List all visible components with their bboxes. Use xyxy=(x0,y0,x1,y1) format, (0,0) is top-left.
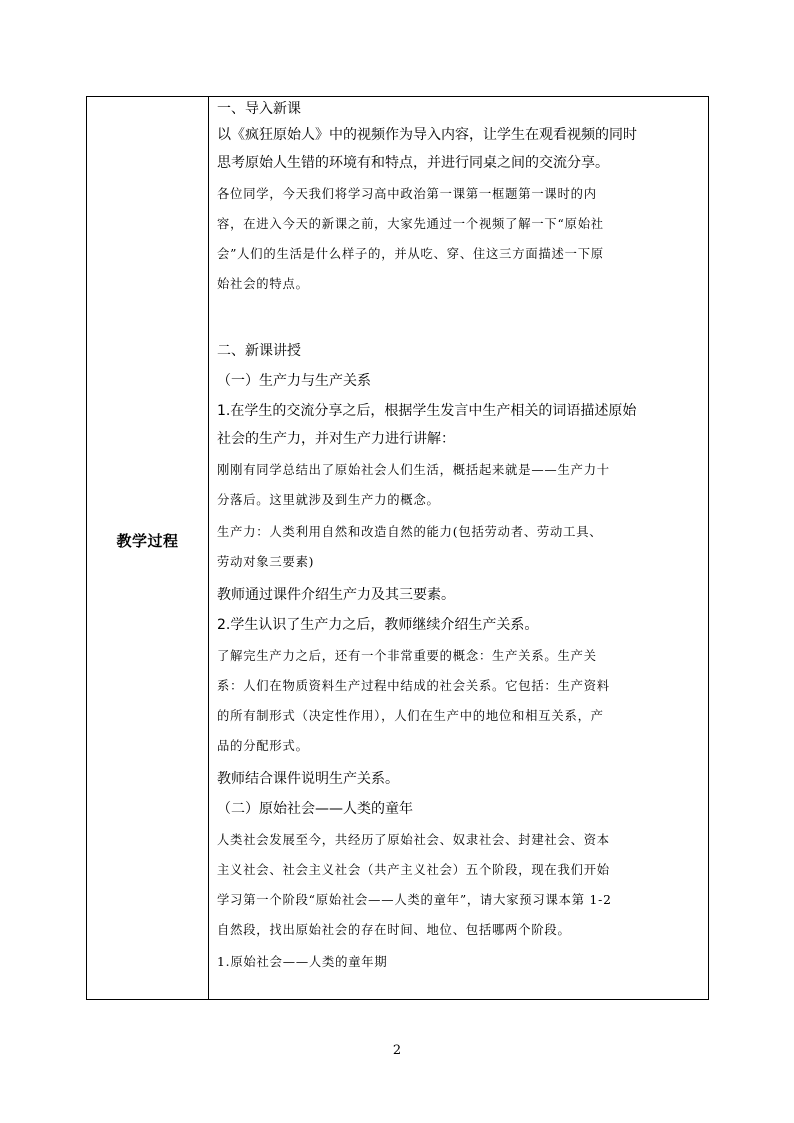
content-line: 劳动对象三要素) xyxy=(217,555,315,569)
lesson-table xyxy=(86,96,709,1000)
content-line: 1.原始社会——人类的童年期 xyxy=(217,955,388,969)
content-line: 1.在学生的交流分享之后，根据学生发言中生产相关的词语描述原始 xyxy=(217,403,637,419)
content-line: 容，在进入今天的新课之前，大家先通过一个视频了解一下“原始社 xyxy=(217,217,604,231)
content-line: 自然段，找出原始社会的存在时间、地位、包括哪两个阶段。 xyxy=(217,923,571,937)
column-divider xyxy=(208,97,209,999)
content-line: （二）原始社会——人类的童年 xyxy=(217,801,413,817)
content-line: 的所有制形式（决定性作用），人们在生产中的地位和相互关系，产 xyxy=(217,709,604,723)
row-label: 教学过程 xyxy=(116,532,179,550)
content-line: 社会的生产力，并对生产力进行讲解： xyxy=(217,431,455,447)
content-line: 始社会的特点。 xyxy=(217,277,309,291)
content-line: 教师结合课件说明生产关系。 xyxy=(217,771,399,787)
page-number: 2 xyxy=(392,1043,402,1058)
content-line: 刚刚有同学总结出了原始社会人们生活，概括起来就是——生产力十 xyxy=(217,463,610,477)
content-line: 教师通过课件介绍生产力及其三要素。 xyxy=(217,587,455,603)
content-line: 系：人们在物质资料生产过程中结成的社会关系。它包括：生产资料 xyxy=(217,679,610,693)
content-line: 会”人们的生活是什么样子的，并从吃、穿、住这三方面描述一下原 xyxy=(217,247,604,261)
content-line: 分落后。这里就涉及到生产力的概念。 xyxy=(217,493,440,507)
content-line: 各位同学，今天我们将学习高中政治第一课第一框题第一课时的内 xyxy=(217,187,597,201)
content-line: 2.学生认识了生产力之后，教师继续介绍生产关系。 xyxy=(217,617,539,633)
content-line: 学习第一个阶段“原始社会——人类的童年”，请大家预习课本第 1-2 xyxy=(217,893,612,907)
content-line: 二、新课讲授 xyxy=(217,343,301,359)
content-line: 了解完生产力之后，还有一个非常重要的概念：生产关系。生产关 xyxy=(217,649,597,663)
content-line: （一）生产力与生产关系 xyxy=(217,373,371,389)
content-line: 主义社会、社会主义社会（共产主义社会）五个阶段，现在我们开始 xyxy=(217,863,610,877)
content-line: 一、导入新课 xyxy=(217,101,301,117)
content-line: 思考原始人生错的环境有和特点，并进行同桌之间的交流分享。 xyxy=(217,155,609,171)
content-line: 以《疯狂原始人》中的视频作为导入内容，让学生在观看视频的同时 xyxy=(217,127,637,143)
content-line: 人类社会发展至今，共经历了原始社会、奴隶社会、封建社会、资本 xyxy=(217,833,610,847)
content-line: 生产力：人类利用自然和改造自然的能力(包括劳动者、劳动工具、 xyxy=(217,525,603,539)
content-line: 品的分配形式。 xyxy=(217,739,309,753)
